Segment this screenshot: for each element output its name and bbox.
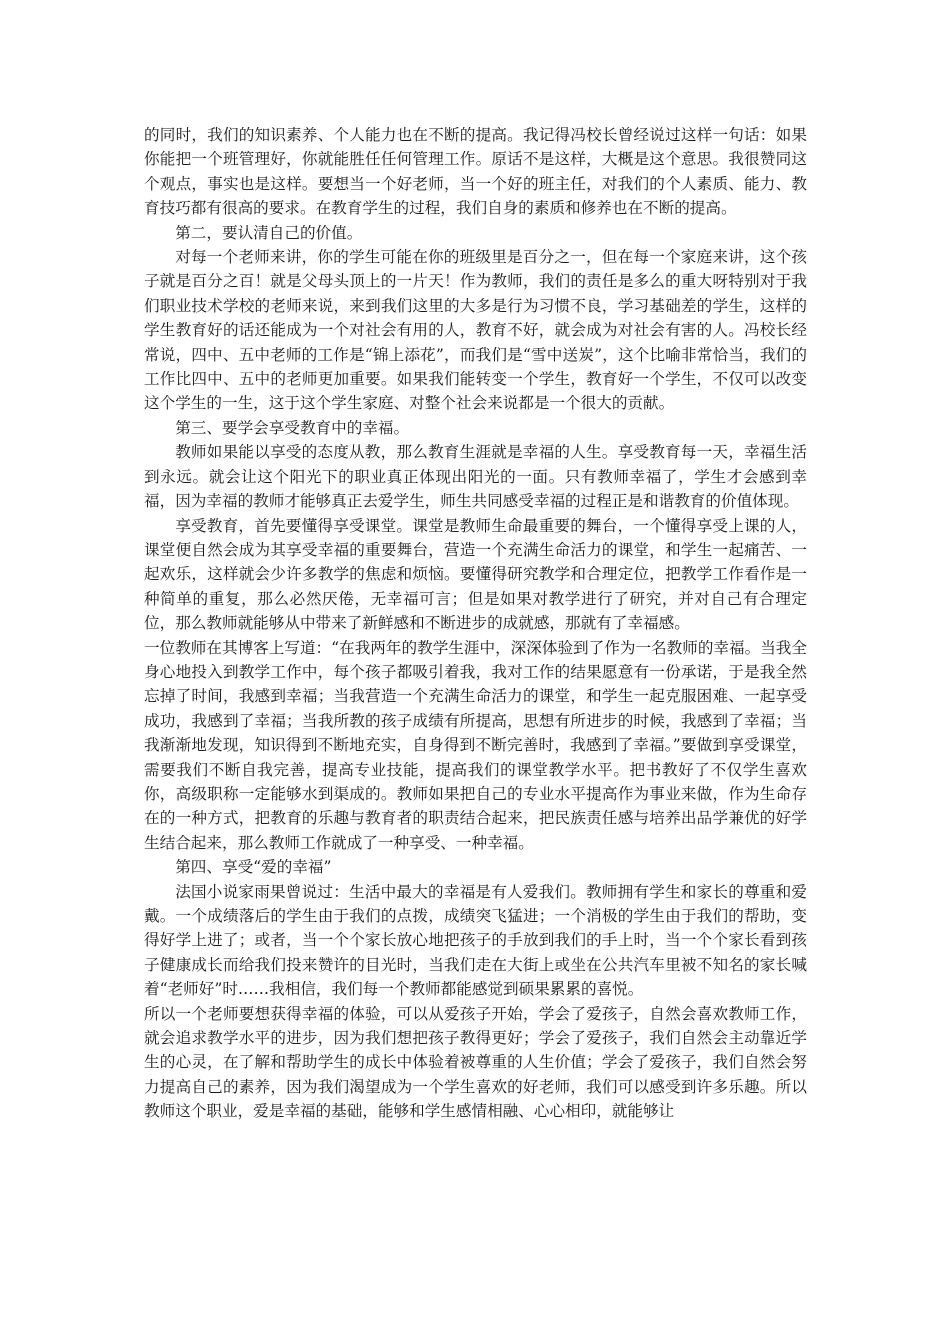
heading-second-point: 第二，要认清自己的价值。 xyxy=(175,223,363,242)
paragraph-enjoy-teaching: 教师如果能以享受的态度从教，那么教育生涯就是幸福的人生。享受教育每一天，幸福生活到永远。就会让这个阳光下的职业真正体现出阳光的一面。只有教师幸福了，学生才会感到幸福，因为幸福的教师才能够真正去爱学生，师生共同感受幸福的过程正是和谐教育的价值体现。 xyxy=(144,443,807,511)
paragraph-intro-continuation: 的同时，我们的知识素养、个人能力也在不断的提高。我记得冯校长曾经说过这样一句话：如果你能把一个班管理好，你就能胜任任何管理工作。原话不是这样，大概是这个意思。我很赞同这个观点，事实也是这样。要想当一个好老师，当一个好的班主任，对我们的个人素质、能力、教育技巧都有很高的要求。在教育学生的过程，我们自身的素质和修养也在不断的提高。 xyxy=(144,126,807,218)
heading-third-point: 第三、要学会享受教育中的幸福。 xyxy=(175,418,410,437)
paragraph-enjoy-classroom: 享受教育，首先要懂得享受课堂。课堂是教师生命最重要的舞台，一个懂得享受上课的人，课堂便自然会成为其享受幸福的重要舞台，营造一个充满生命活力的课堂，和学生一起痛苦、一起欢乐，这样就会少许多教学的焦虑和烦恼。要懂得研究教学和合理定位，把教学工作看作是一种简单的重复，那么必然厌倦，无幸福可言；但是如果对教学进行了研究，并对自己有合理定位，那么教师就能够从中带来了新鲜感和不断进步的成就感，那就有了幸福感。 xyxy=(144,516,807,633)
paragraph-hugo-quote: 法国小说家雨果曾说过：生活中最大的幸福是有人爱我们。教师拥有学生和家长的尊重和爱戴。一个成绩落后的学生由于我们的点拨，成绩突飞猛进；一个消极的学生由于我们的帮助，变得好学上进了；或者，当一个个家长放心地把孩子的手放到我们的手上时，当一个个家长看到孩子健康成长而给我们投来赞许的目光时，当我们走在大街上或坐在公共汽车里被不知名的家长喊着“老师好”时……我相信，我们每一个教师都能感觉到硕果累累的喜悦。 xyxy=(144,882,807,999)
paragraph-teacher-value: 对每一个老师来讲，你的学生可能在你的班级里是百分之一，但在每一个家庭来讲，这个孩子就是百分之百！就是父母头顶上的一片天！作为教师，我们的责任是多么的重大呀特别对于我们职业技术学校的老师来说，来到我们这里的大多是行为习惯不良，学习基础差的学生，这样的学生教育好的话还能成为一个对社会有用的人，教育不好，就会成为对社会有害的人。冯校长经常说，四中、五中老师的工作是“锦上添花”，而我们是“雪中送炭”，这个比喻非常恰当，我们的工作比四中、五中的老师更加重要。如果我们能转变一个学生，教育好一个学生，不仅可以改变这个学生的一生，这于这个学生家庭、对整个社会来说都是一个很大的贡献。 xyxy=(144,248,807,413)
document-body xyxy=(144,123,807,1124)
paragraph-love-children: 所以一个老师要想获得幸福的体验，可以从爱孩子开始，学会了爱孩子，自然会喜欢教师工作，就会追求教学水平的进步，因为我们想把孩子教得更好；学会了爱孩子，我们自然会主动靠近学生的心灵，在了解和帮助学生的成长中体验着被尊重的人生价值；学会了爱孩子，我们自然会努力提高自己的素养，因为我们渴望成为一个学生喜欢的好老师，我们可以感受到许多乐趣。所以教师这个职业，爱是幸福的基础，能够和学生感情相融、心心相印，就能够让 xyxy=(144,1004,807,1121)
paragraph-blog-quote: 一位教师在其博客上写道：“在我两年的教学生涯中，深深体验到了作为一名教师的幸福。当我全身心地投入到教学工作中，每个孩子都吸引着我，我对工作的结果愿意有一份承诺，于是我全然忘掉了时间，我感到幸福；当我营造一个充满生命活力的课堂，和学生一起克服困难、一起享受成功，我感到了幸福；当我所教的孩子成绩有所提高，思想有所进步的时候，我感到了幸福；当我渐渐地发现，知识得到不断地充实，自身得到不断完善时，我感到了幸福。”要做到享受课堂，需要我们不断自我完善，提高专业技能，提高我们的课堂教学水平。把书教好了不仅学生喜欢你，高级职称一定能够水到渠成的。教师如果把自己的专业水平提高作为事业来做，作为生命存在的一种方式，把教育的乐趣与教育者的职责结合起来，把民族责任感与培养出品学兼优的好学生结合起来，那么教师工作就成了一种享受、一种幸福。 xyxy=(144,638,807,852)
heading-fourth-point: 第四、享受“爱的幸福” xyxy=(175,858,332,877)
